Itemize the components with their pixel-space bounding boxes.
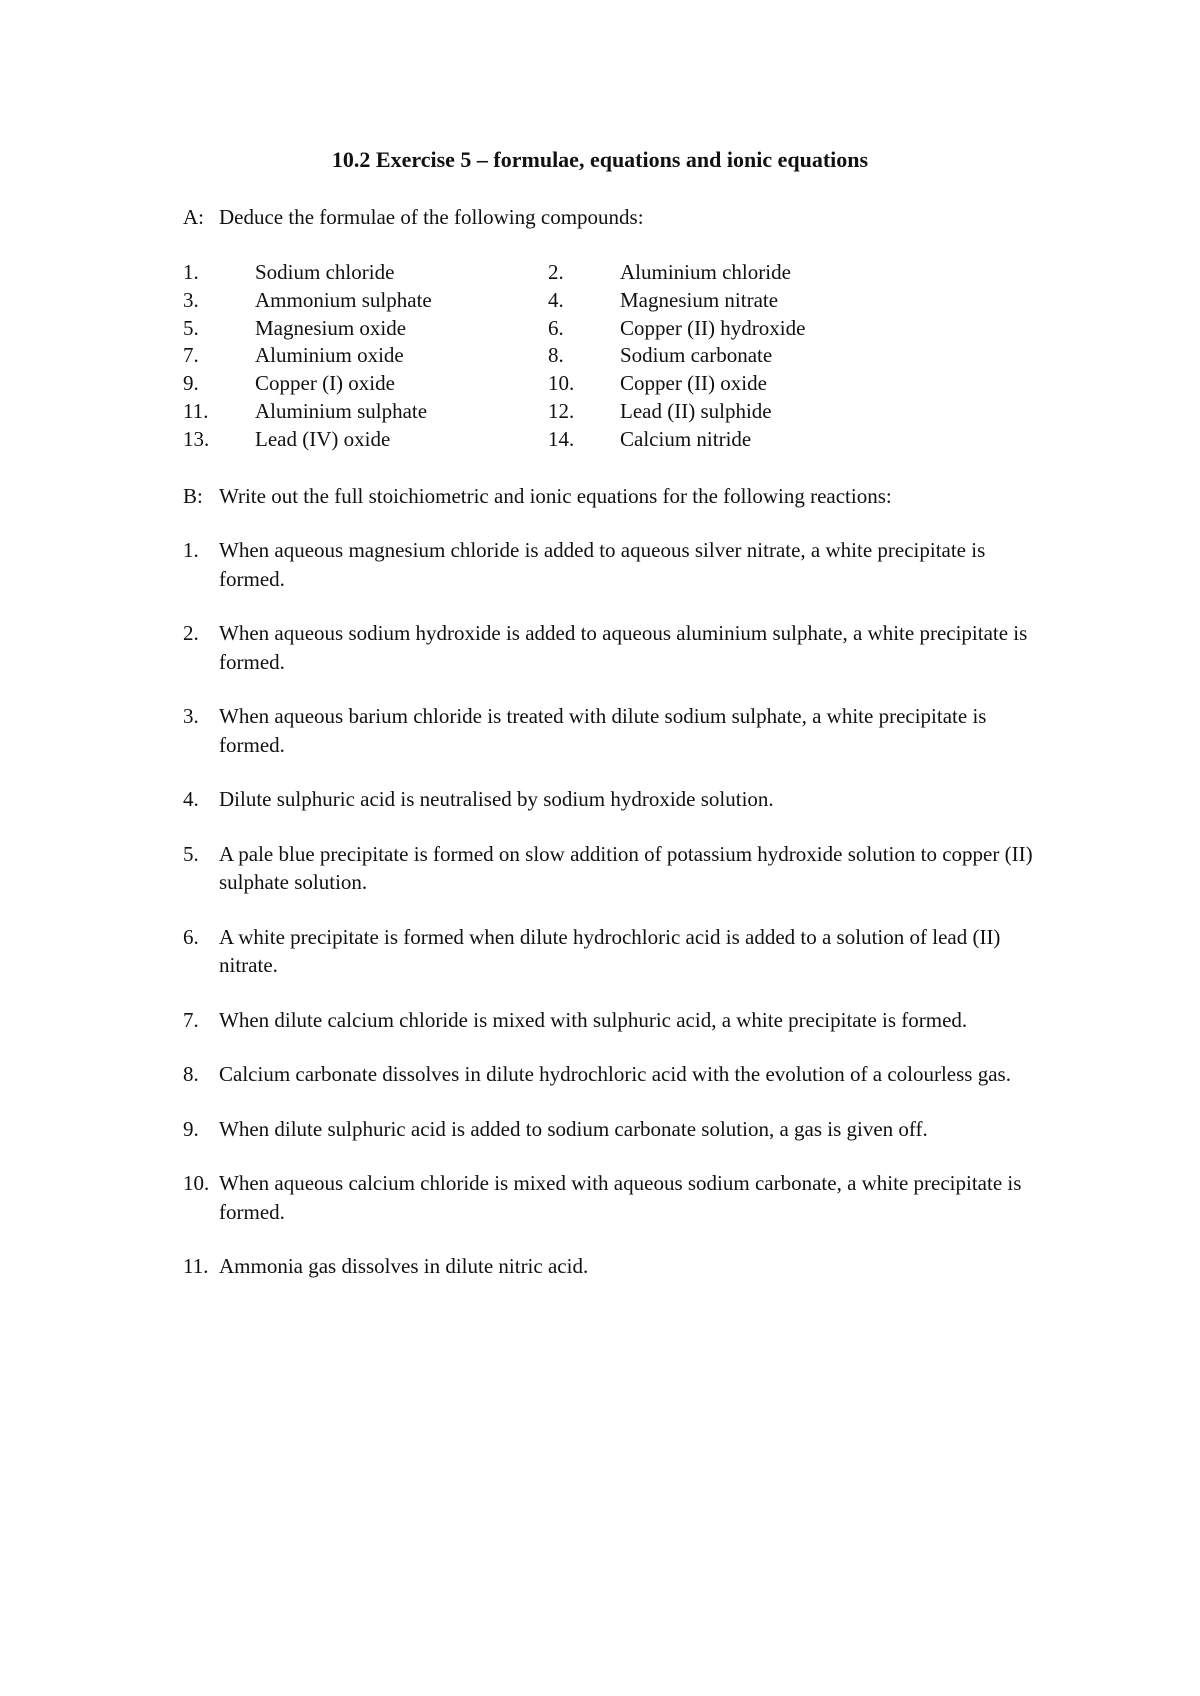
section-a-heading [183,203,644,231]
compound-number: 11. [183,398,209,423]
reaction-text: A white precipitate is formed when dilute hydrochloric acid is added to a solution of lead (II) nitrate. [219,924,1001,977]
reaction-text: A pale blue precipitate is formed on slow addition of potassium hydroxide solution to copper (II) sulphate solution. [219,841,1033,894]
reaction-text: When dilute calcium chloride is mixed with sulphuric acid, a white precipitate is formed. [219,1007,968,1032]
reaction-number: 7. [183,1007,199,1032]
reaction-number: 9. [183,1116,199,1141]
compound-number: 10. [548,371,575,396]
compound-number: 3. [183,287,199,312]
compound-row [183,314,983,342]
reaction-text: When aqueous sodium hydroxide is added to aqueous aluminium sulphate, a white precipitate is formed. [219,621,1028,674]
reaction-text: When aqueous calcium chloride is mixed with aqueous sodium carbonate, a white precipitate is formed. [219,1171,1022,1224]
compound-number: 7. [183,343,199,368]
reaction-item [183,840,1033,897]
reaction-number: 3. [183,704,199,728]
reaction-item [183,1252,1033,1281]
reaction-item [183,702,1033,759]
reaction-number: 8. [183,1062,199,1086]
reaction-number: 5. [183,841,199,866]
reaction-number: 2. [183,621,199,645]
reaction-list [183,536,1033,1307]
reaction-item [183,619,1033,676]
compound-number: 6. [548,315,564,340]
section-b-instruction: Write out the full stoichiometric and ionic equations for the following reactions: [219,484,892,508]
compound-name: Ammonium sulphate [255,287,432,312]
compound-number: 14. [548,426,575,451]
compound-name: Calcium nitride [620,426,752,451]
compound-name: Magnesium nitrate [620,287,779,312]
compound-number: 1. [183,260,199,284]
reaction-text: When aqueous barium chloride is treated with dilute sodium sulphate, a white precipitate is formed. [219,704,987,757]
reaction-item [183,536,1033,593]
compound-row [183,258,983,286]
section-b-heading [183,482,892,510]
reaction-number: 4. [183,787,199,811]
reaction-item [183,1060,1033,1089]
compound-name: Aluminium oxide [255,343,404,368]
compound-name: Sodium chloride [255,260,395,284]
compound-name: Aluminium chloride [620,260,791,284]
compound-number: 5. [183,315,199,340]
reaction-text: Dilute sulphuric acid is neutralised by sodium hydroxide solution. [219,787,774,811]
reaction-number: 11. [183,1254,209,1278]
compound-row [183,369,983,397]
reaction-item [183,1115,1033,1144]
reaction-number: 6. [183,924,199,949]
compound-name: Copper (I) oxide [255,371,395,396]
reaction-item [183,1006,1033,1035]
reaction-text: When dilute sulphuric acid is added to sodium carbonate solution, a gas is given off. [219,1116,928,1141]
compound-number: 2. [548,260,564,284]
compound-number: 12. [548,398,575,423]
reaction-item [183,923,1033,980]
compound-number: 13. [183,426,210,451]
compound-row [183,425,983,453]
reaction-text: Calcium carbonate dissolves in dilute hydrochloric acid with the evolution of a colourless gas. [219,1062,1011,1086]
compound-name: Lead (II) sulphide [620,398,772,423]
compound-name: Sodium carbonate [620,343,773,368]
compound-name: Copper (II) hydroxide [620,315,806,340]
compound-number: 4. [548,287,564,312]
compound-name: Copper (II) oxide [620,371,767,396]
compound-name: Aluminium sulphate [255,398,428,423]
section-b-letter: B: [183,484,203,508]
reaction-item [183,1169,1033,1226]
compound-row [183,397,983,425]
compound-number: 8. [548,343,564,368]
compound-name: Lead (IV) oxide [255,426,391,451]
reaction-text: Ammonia gas dissolves in dilute nitric acid. [219,1254,589,1278]
compound-row [183,286,983,314]
compound-list [183,258,983,453]
section-a-letter: A: [183,205,204,229]
section-a-instruction: Deduce the formulae of the following compounds: [219,205,644,229]
reaction-text: When aqueous magnesium chloride is added to aqueous silver nitrate, a white precipitate is formed. [219,538,986,591]
compound-name: Magnesium oxide [255,315,407,340]
reaction-number: 1. [183,538,199,562]
reaction-number: 10. [183,1171,210,1195]
page-title: 10.2 Exercise 5 – formulae, equations and ionic equations [331,147,869,172]
reaction-item [183,785,1033,814]
compound-number: 9. [183,371,199,396]
compound-row [183,341,983,369]
